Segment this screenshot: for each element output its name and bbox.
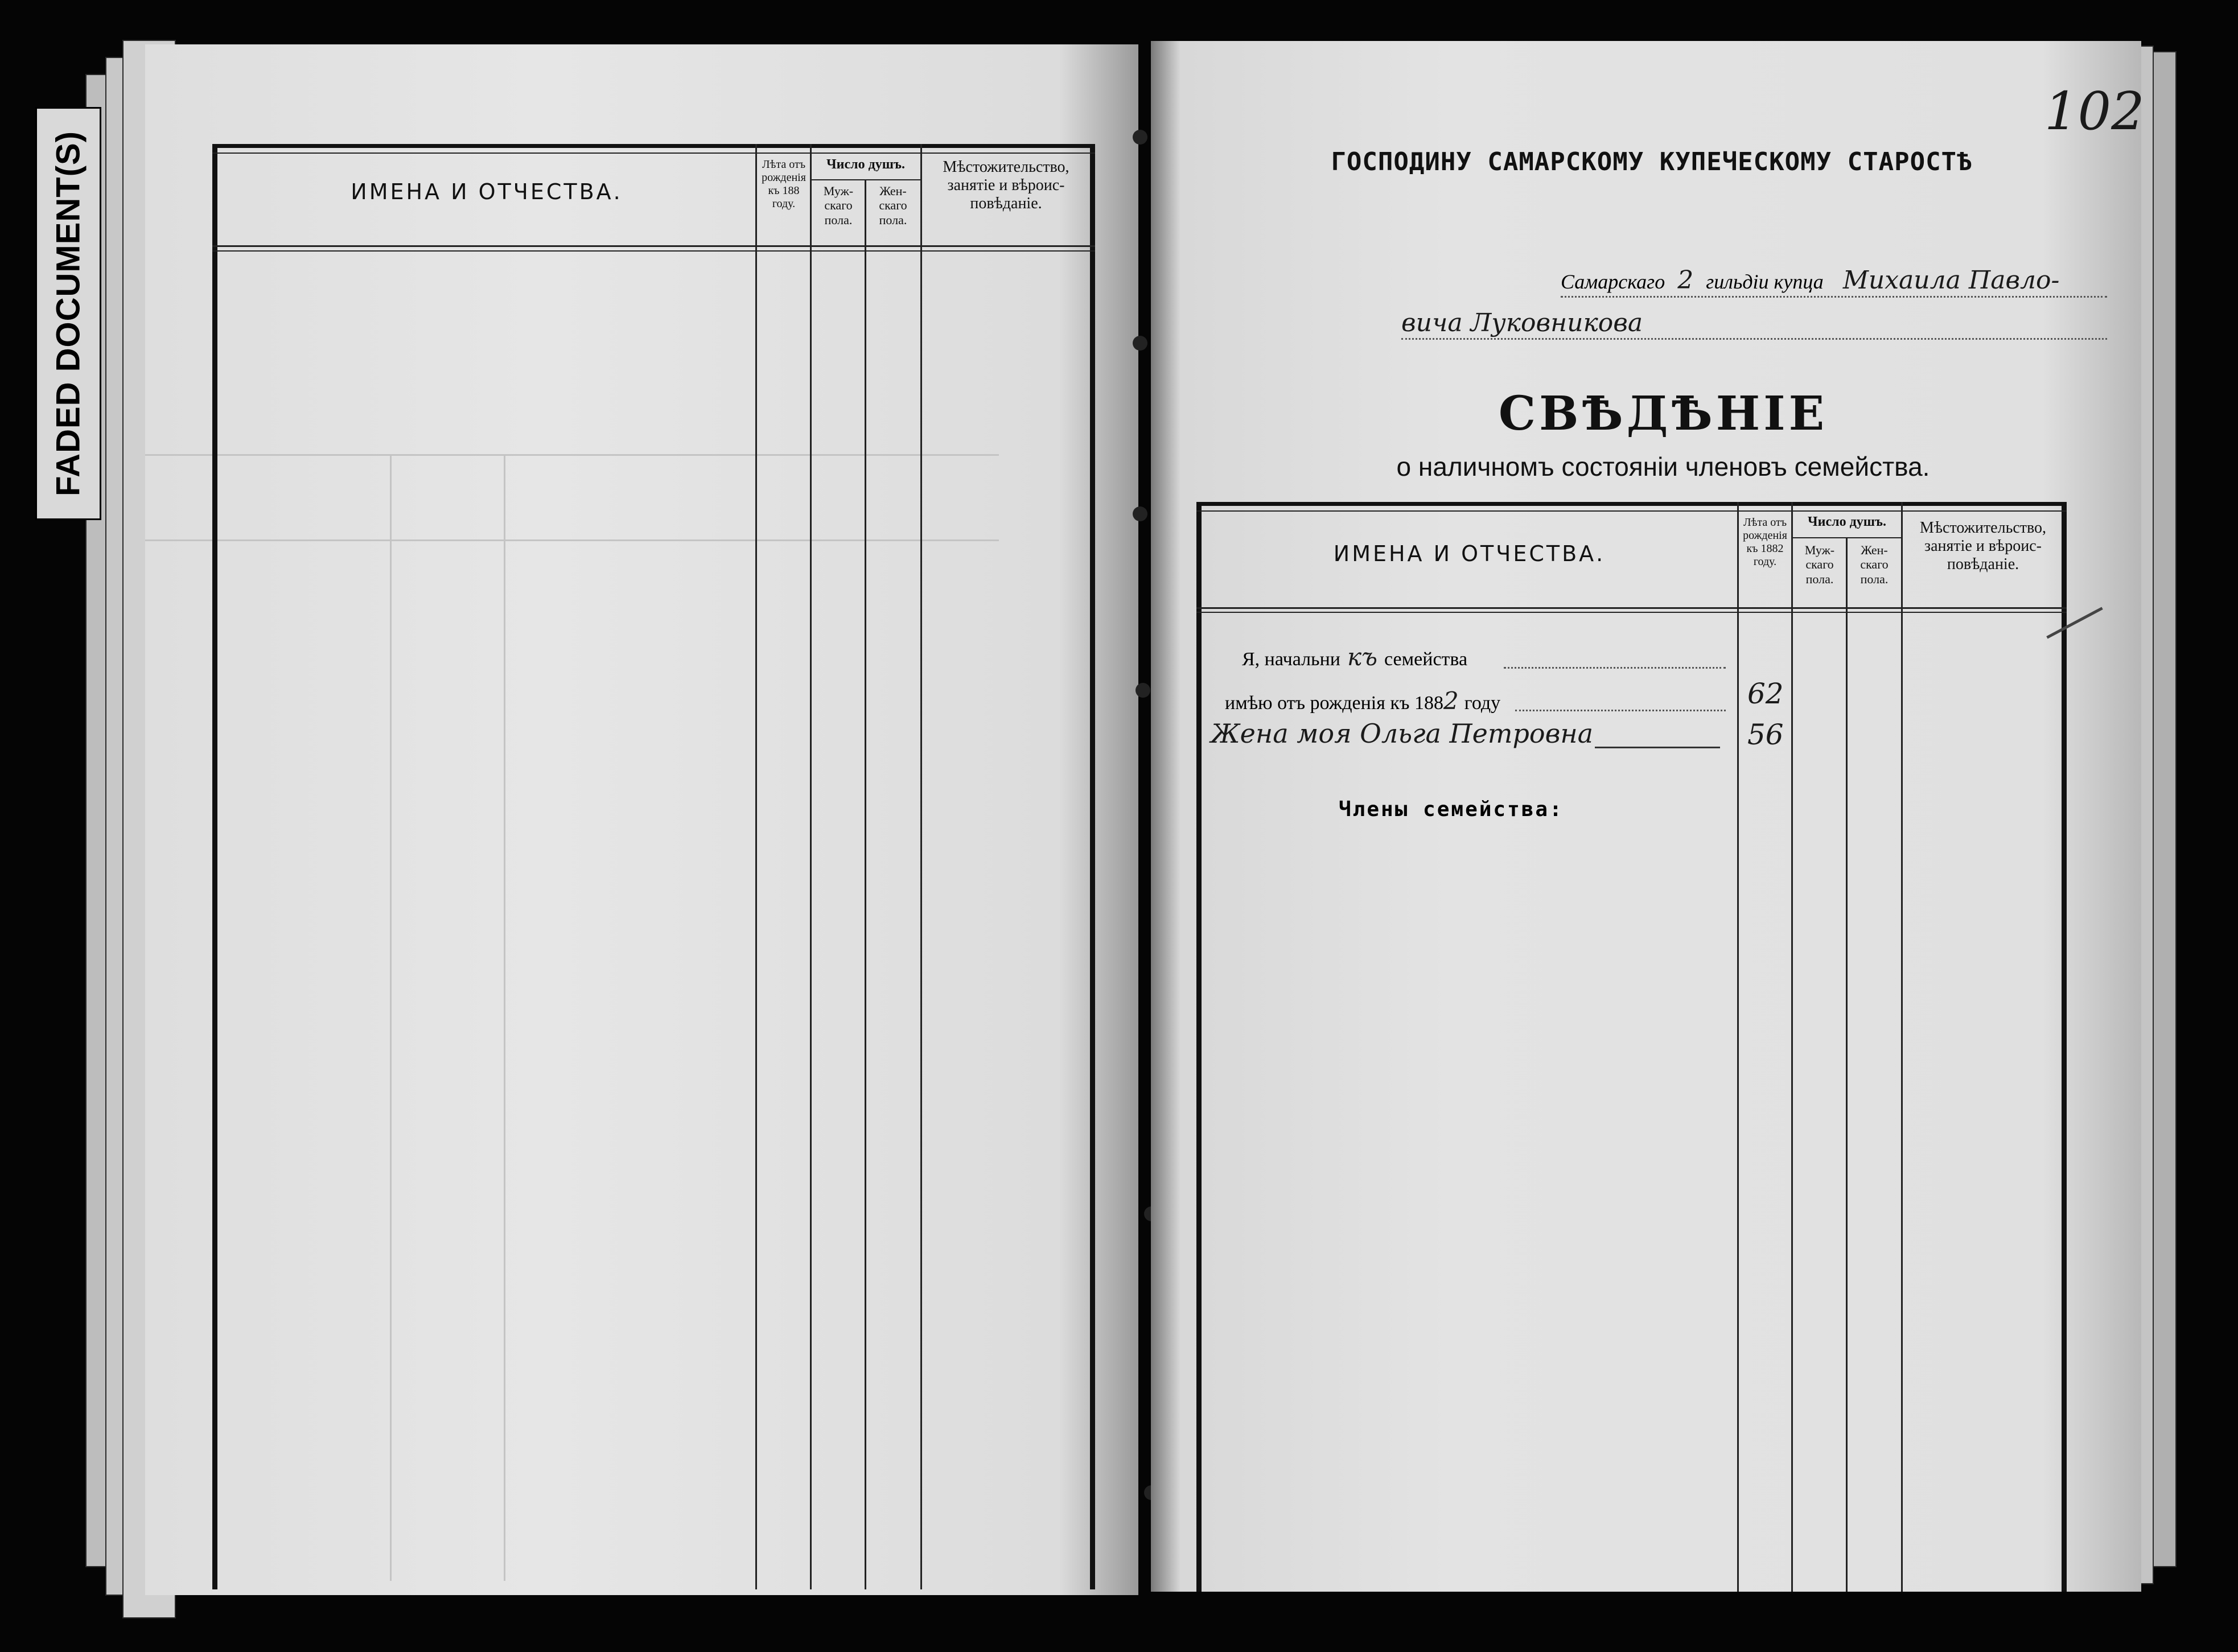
left-header-residence: Мѣстожительство, занятіе и вѣроис-повѣданіе. [943,158,1069,213]
table-border-right [2062,502,2067,1592]
header-bottom-line [212,245,1095,247]
row-hand: 2 [1443,687,1459,715]
right-header-souls: Число душъ. [1808,514,1886,529]
table-border-left [1196,502,1202,1592]
merchant-guild-text: гильдіи купца [1706,270,1824,293]
members-label: Члены семейства: [1339,798,1564,821]
right-header-male: Муж-скаго пола. [1804,543,1835,586]
merchant-name-hand-2: вича Луковникова [1401,308,1643,337]
merchant-name-hand-1: Михаила Павло- [1842,266,2060,295]
row-printed-after: году [1464,693,1501,714]
binding-ring [1133,336,1147,351]
row-hand: Жена моя Ольга Петровна [1211,718,1594,749]
right-header-female: Жен-скаго пола. [1860,543,1889,586]
table-border-top [212,144,1095,148]
table-border-right [1090,144,1095,1589]
right-header-residence: Мѣстожительство, занятіе и вѣроис-повѣданіе. [1919,519,2047,574]
folio-number: 102 [2044,81,2145,142]
row-printed-after: семейства [1384,649,1468,670]
left-header-souls: Число душъ. [826,157,905,172]
left-header-female: Жен-скаго пола. [879,184,907,227]
row-age: 56 [1747,718,1784,751]
left-header-male: Муж-скаго пола. [823,184,854,227]
row-age: 62 [1747,677,1784,710]
row-printed-before: имѣю отъ рожденія къ 188 [1225,693,1443,714]
right-header-age: Лѣта отъ рожденія къ 1882 году. [1743,516,1787,568]
stamp-label: FADED DOCUMENT(S) [50,130,87,497]
binding-ring [1133,130,1147,145]
table-border-top [1196,502,2067,506]
binding-ring [1136,683,1150,698]
right-page [1151,41,2145,1592]
table-border-left [212,144,217,1589]
faded-document-stamp [35,107,101,520]
document-subtitle: о наличномъ состояніи членовъ семейства. [1396,452,1930,481]
merchant-guild-hand: 2 [1677,266,1694,295]
right-header-names: ИМЕНА И ОТЧЕСТВА. [1333,541,1606,566]
address-line: ГОСПОДИНУ САМАРСКОМУ КУПЕЧЕСКОМУ СТАРОСТѢ [1331,147,1973,176]
row-hand: къ [1347,643,1378,671]
left-page [145,44,1138,1595]
binding-ring [1133,506,1147,521]
header-bottom-line [1196,607,2067,609]
row-printed-before: Я, начальни [1242,649,1340,670]
merchant-prefix: Самарскаго [1561,270,1665,293]
merchant-line [1561,266,2107,294]
document-title: СВѢДѢНІЕ [1498,386,1828,441]
left-header-names: ИМЕНА И ОТЧЕСТВА. [351,179,623,204]
left-header-age: Лѣта отъ рожденія къ 188 году. [762,158,806,210]
